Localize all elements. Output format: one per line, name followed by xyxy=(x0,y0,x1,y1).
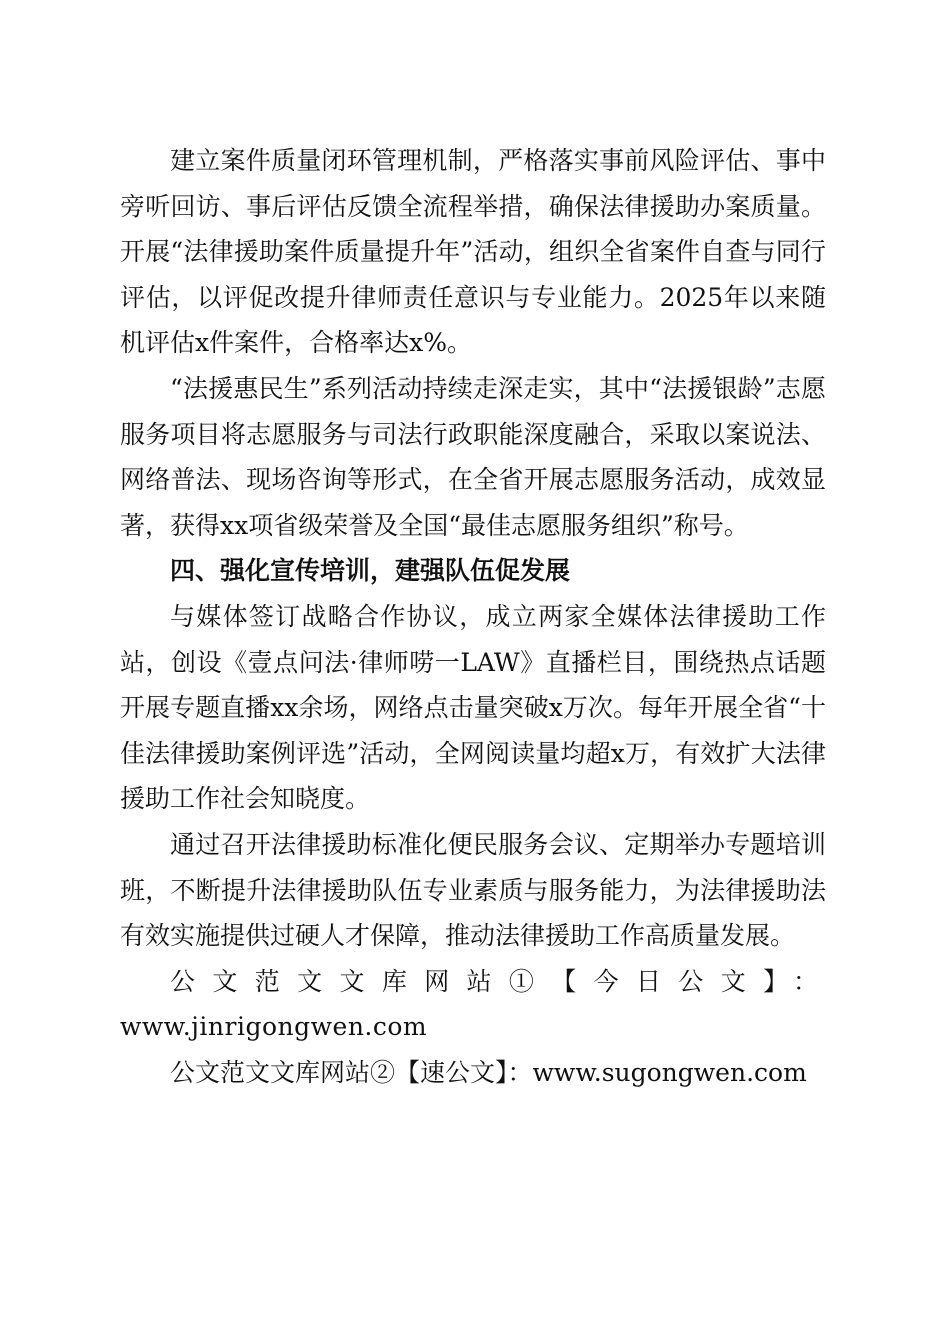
document-page xyxy=(120,138,826,1095)
section-heading: 四、强化宣传培训，建强队伍促发展 xyxy=(170,556,571,586)
body-paragraph: “法援惠民生”系列活动持续走深走实，其中“法援银龄”志愿服务项目将志愿服务与司法行政职能深度融合，采取以案说法、网络普法、现场咨询等形式，在全省开展志愿服务活动，成效显著，获得xx项省级荣誉及全国“最佳志愿服务组织”称号。 xyxy=(120,373,826,540)
footer-site1-label: 公文范文文库网站①【今日公文】： xyxy=(170,966,826,996)
body-paragraph: 通过召开法律援助标准化便民服务会议、定期举办专题培训班，不断提升法律援助队伍专业素质与服务能力，为法律援助法有效实施提供过硬人才保障，推动法律援助工作高质量发展。 xyxy=(120,829,826,951)
footer-site2-url[interactable]: www.sugongwen.com xyxy=(532,1057,807,1087)
footer-site2-line xyxy=(120,1050,826,1096)
body-paragraph: 与媒体签订战略合作协议，成立两家全媒体法律援助工作站，创设《壹点问法·律师唠一LAW》直播栏目，围绕热点话题开展专题直播xx余场，网络点击量突破x万次。每年开展全省“十佳法律援助案例评选”活动，全网阅读量均超x万，有效扩大法律援助工作社会知晓度。 xyxy=(120,601,826,814)
footer-site2-label: 公文范文文库网站②【速公文】： xyxy=(170,1057,533,1087)
body-paragraph: 建立案件质量闭环管理机制，严格落实事前风险评估、事中旁听回访、事后评估反馈全流程举措，确保法律援助办案质量。开展“法律援助案件质量提升年”活动，组织全省案件自查与同行评估，以评促改提升律师责任意识与专业能力。2025年以来随机评估x件案件，合格率达x%。 xyxy=(120,146,826,358)
footer-site1-url[interactable]: www.jinrigongwen.com xyxy=(120,1012,428,1042)
